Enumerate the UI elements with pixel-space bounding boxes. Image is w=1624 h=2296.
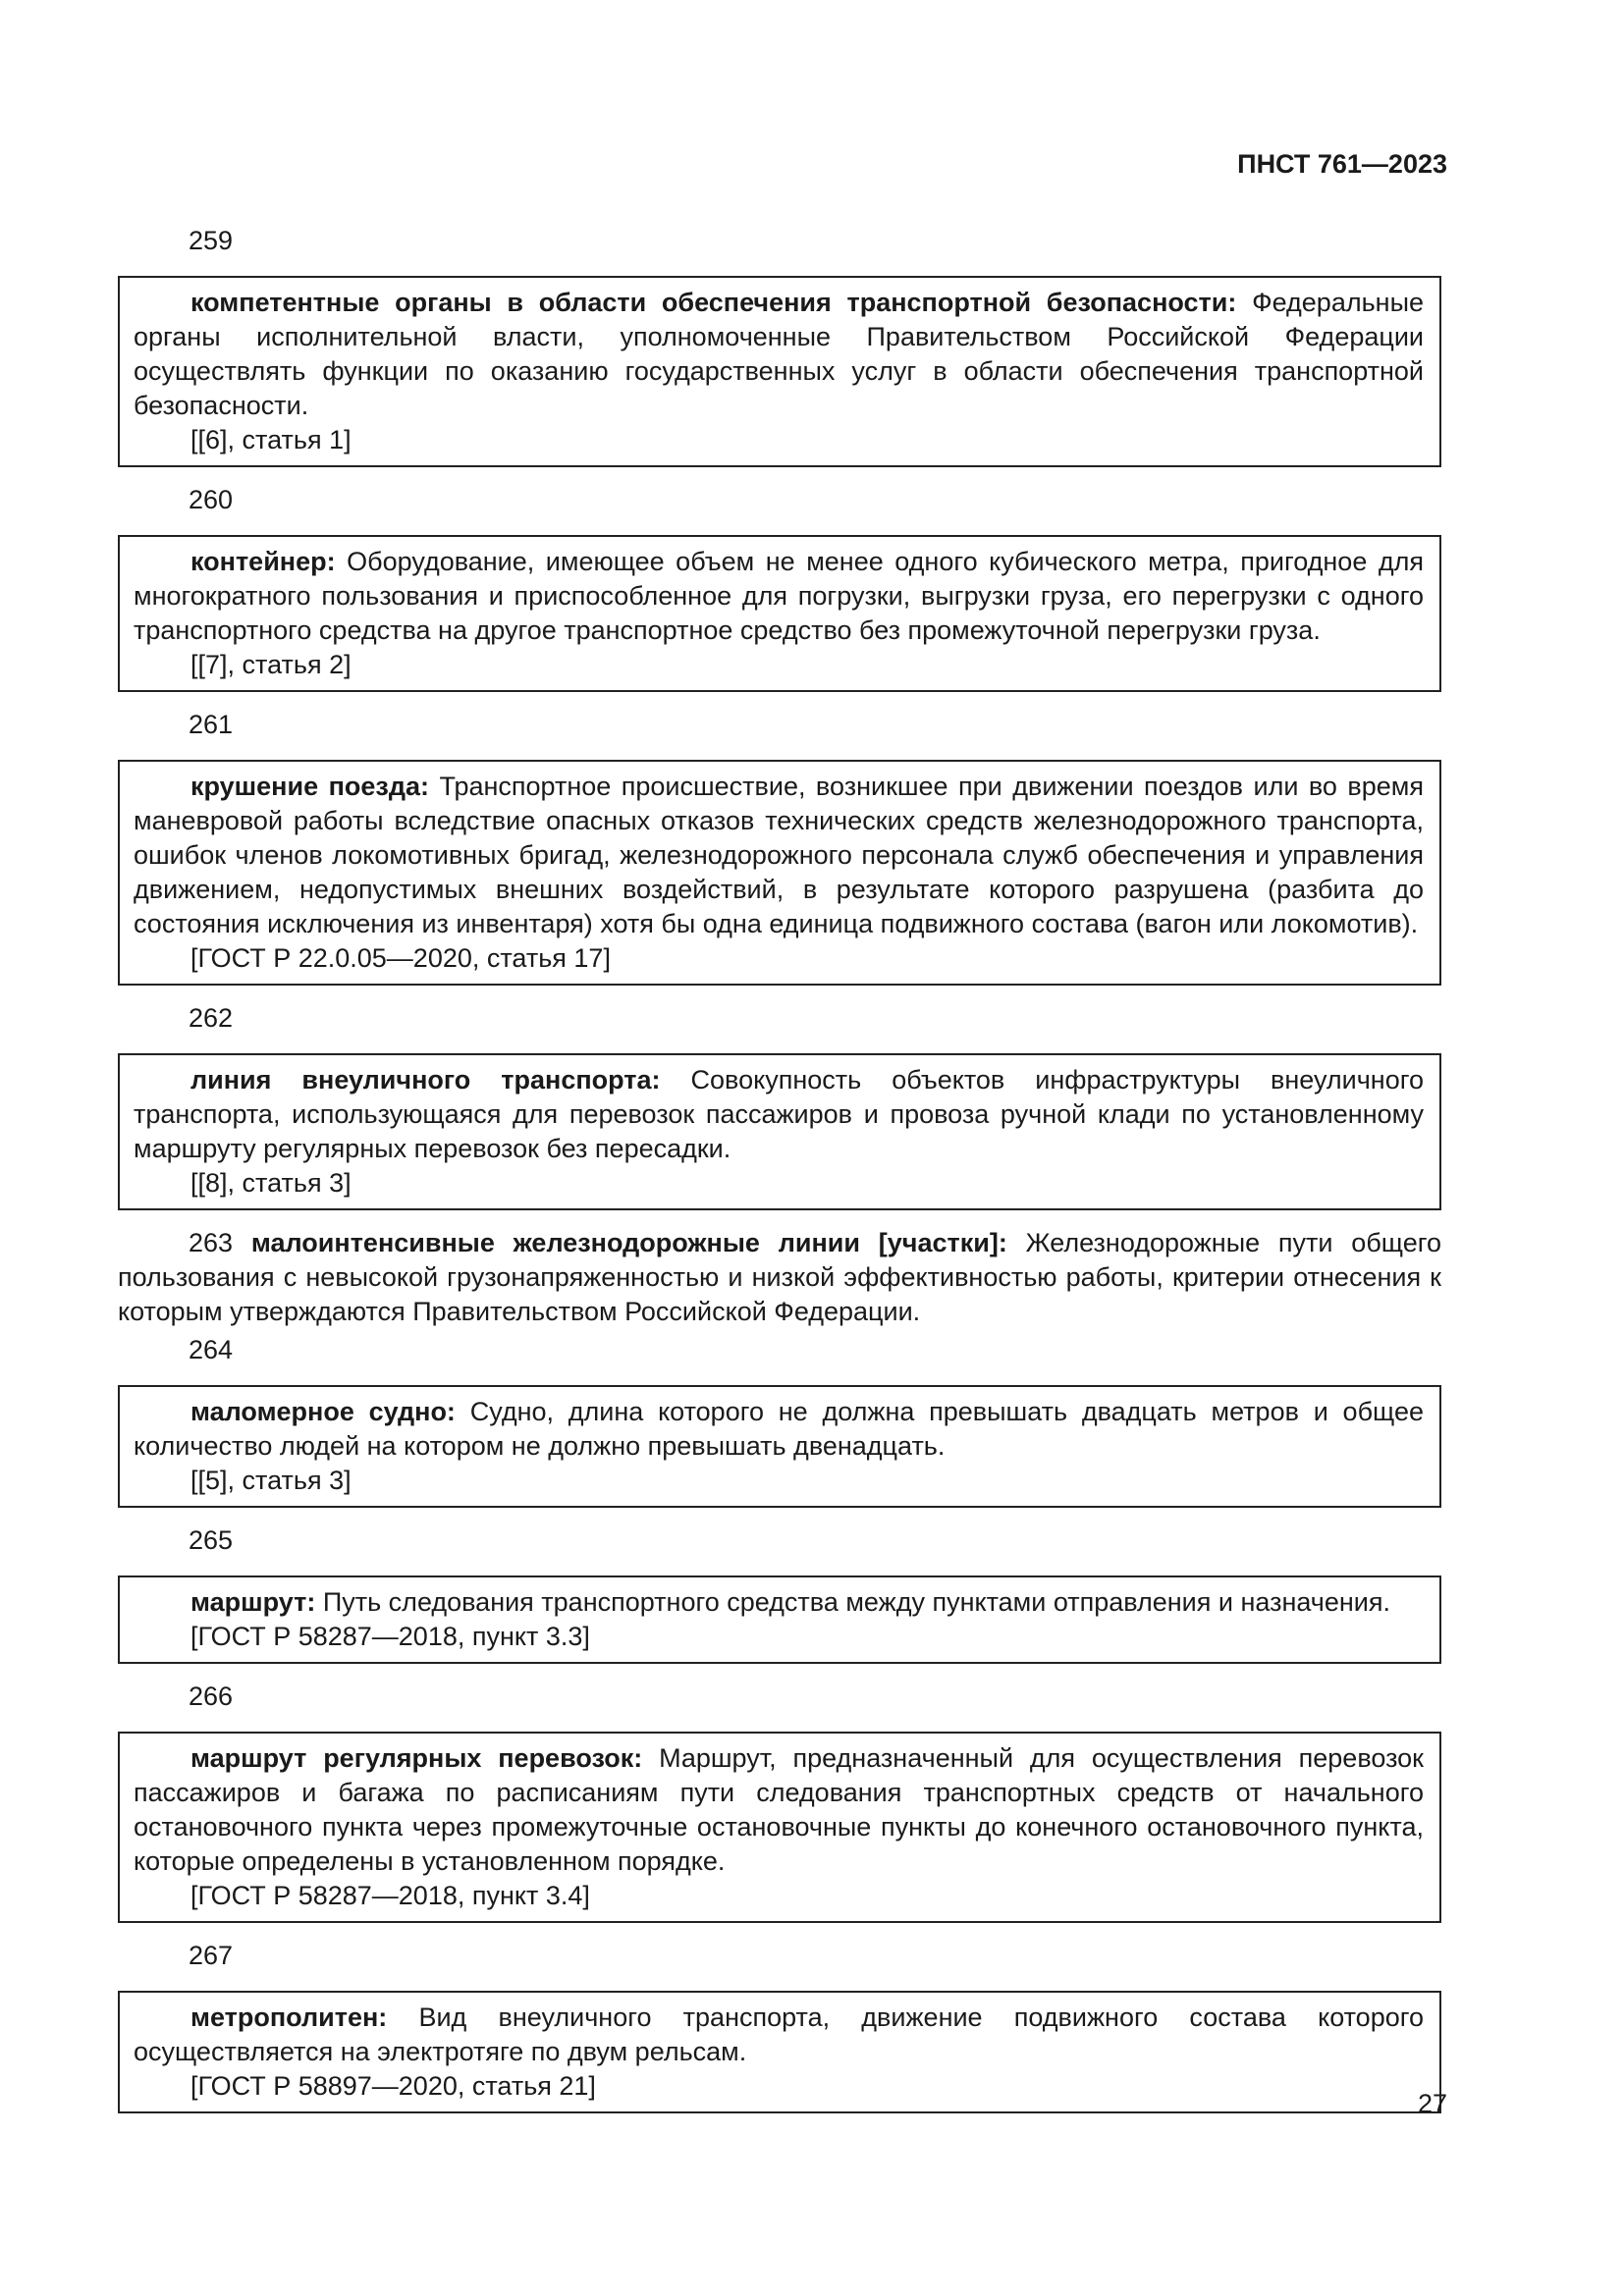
entry-source: [[8], статья 3] — [190, 1168, 352, 1198]
term: маломерное судно: — [190, 1397, 456, 1426]
definition: Транспортное происшествие, возникшее при движении поездов или во время маневровой работы вследствие опасных отказов технических средств железнодорожного транспорта, ошибок членов локомотивных бригад, железнодорожного персонала служб обеспечения и управления движением, недопустимых внешних воздействий, в результате которого разрушена (разбита до состояния исключения из инвентаря) хотя бы одна единица подвижного состава (вагон или локомотив). — [134, 772, 1424, 938]
definition: Федеральные органы исполнительной власти, уполномоченные Правительством Российской Федерации осуществлять функции по оказанию государственных услуг в области обеспечения транспортной безопасности. — [134, 288, 1424, 420]
entry-source: [[5], статья 3] — [190, 1466, 352, 1495]
term-entry — [118, 1575, 1441, 1664]
entry-source: [ГОСТ Р 58897—2020, статья 21] — [190, 2071, 596, 2101]
term-entry — [118, 1991, 1441, 2113]
term-entry — [118, 1053, 1441, 1210]
definition: Маршрут, предназначенный для осуществления перевозок пассажиров и багажа по расписаниям пути следования транспортных средств от начального остановочного пункта через промежуточные остановочные пункты до конечного остановочного пункта, которые определены в установленном порядке. — [134, 1743, 1424, 1876]
entry-text — [134, 1741, 1424, 1879]
entry-text — [134, 2001, 1424, 2069]
entry-number: 264 — [189, 1335, 234, 1364]
term-entry — [118, 1732, 1441, 1923]
term: метрополитен: — [190, 2002, 388, 2032]
definition: Вид внеуличного транспорта, движение подвижного состава которого осуществляется на электротяге по двум рельсам. — [134, 2002, 1424, 2066]
entry-text — [134, 545, 1424, 648]
term-entry — [118, 535, 1441, 692]
term: крушение поезда: — [190, 772, 429, 801]
definition: Железнодорожные пути общего пользования с невысокой грузонапряженностью и низкой эффективностью работы, критерии отнесения к которым утверждаются Правительством Российской Федерации. — [118, 1228, 1441, 1326]
term: компетентные органы в области обеспечения транспортной безопасности: — [190, 288, 1237, 317]
document-code: ПНСТ 761—2023 — [1237, 149, 1447, 179]
entry-text — [134, 1395, 1424, 1464]
entry-source: [[6], статья 1] — [190, 425, 352, 454]
entry-number: 265 — [189, 1525, 234, 1555]
entry-text — [134, 1063, 1424, 1166]
term-entry — [118, 1385, 1441, 1508]
term: маршрут: — [190, 1587, 316, 1617]
definition: Совокупность объектов инфраструктуры внеуличного транспорта, использующаяся для перевозок пассажиров и провоза ручной клади по установленному маршруту регулярных перевозок без пересадки. — [134, 1065, 1424, 1163]
definition: Оборудование, имеющее объем не менее одного кубического метра, пригодное для многократного пользования и приспособленное для погрузки, выгрузки груза, его перегрузки с одного транспортного средства на другое транспортное средство без промежуточной перегрузки груза. — [134, 547, 1424, 645]
term: малоинтенсивные железнодорожные линии [участки]: — [250, 1228, 1007, 1257]
entry-text — [134, 1585, 1424, 1620]
entry-number: 259 — [189, 226, 234, 255]
entry-number: 261 — [189, 710, 234, 739]
entry-number: 267 — [189, 1941, 234, 1970]
term: маршрут регулярных перевозок: — [190, 1743, 643, 1773]
term: контейнер: — [190, 547, 336, 576]
entry-source: [[7], статья 2] — [190, 650, 352, 679]
entry-text — [134, 286, 1424, 423]
entry-text — [134, 770, 1424, 941]
entry-source: [ГОСТ Р 58287—2018, пункт 3.4] — [190, 1881, 590, 1910]
entry-source: [ГОСТ Р 22.0.05—2020, статья 17] — [190, 943, 611, 973]
page-number: 27 — [1417, 2089, 1447, 2118]
term-entry — [118, 276, 1441, 467]
entry-number: 262 — [189, 1003, 234, 1033]
entry-source: [ГОСТ Р 58287—2018, пункт 3.3] — [190, 1622, 590, 1651]
entry-number: 266 — [189, 1682, 234, 1711]
definition: Путь следования транспортного средства между пунктами отправления и назначения. — [322, 1587, 1390, 1617]
terms-list — [118, 224, 1441, 2129]
definition: Судно, длина которого не должна превышать двадцать метров и общее количество людей на котором не должно превышать двенадцать. — [134, 1397, 1424, 1461]
entry-number: 263 — [189, 1228, 234, 1257]
inline-term-entry — [118, 1226, 1441, 1329]
term-entry — [118, 760, 1441, 986]
entry-number: 260 — [189, 485, 234, 514]
term: линия внеуличного транспорта: — [190, 1065, 661, 1095]
